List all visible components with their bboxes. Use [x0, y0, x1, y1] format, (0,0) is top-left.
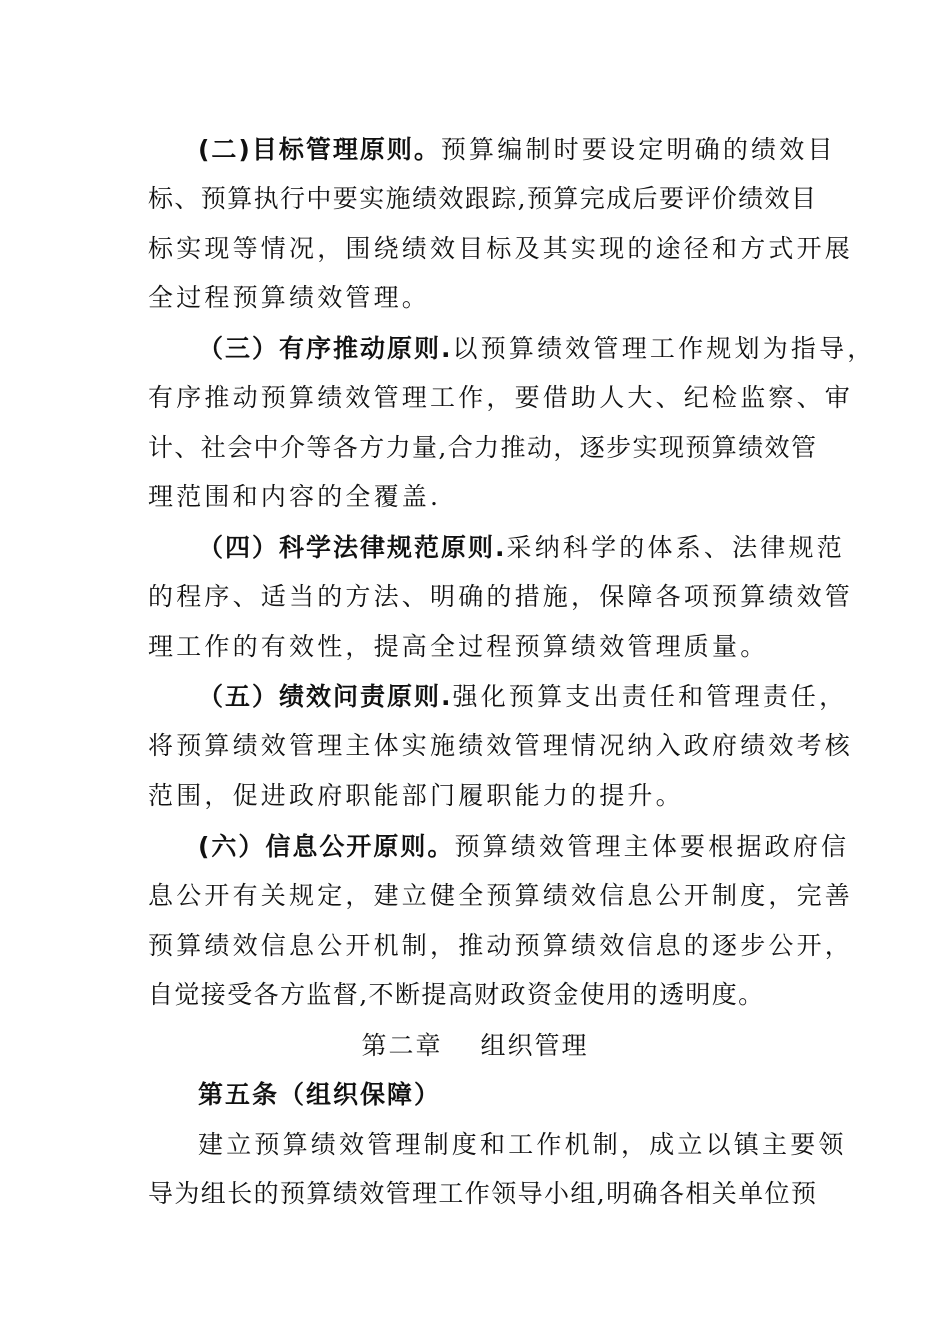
article-line-1: 建立预算绩效管理制度和工作机制，成立以镇主要领 [198, 1130, 847, 1159]
article-heading: 第五条（组织保障） [198, 1080, 442, 1109]
paragraph-4-line-2: 将预算绩效管理主体实施绩效管理情况纳入政府绩效考核 [148, 731, 854, 760]
paragraph-2-line-2: 有序推动预算绩效管理工作，要借助人大、纪检监察、审 [148, 383, 854, 412]
paragraph-1-line-4: 全过程预算绩效管理。 [148, 283, 431, 312]
paragraph-3-line-3: 理工作的有效性，提高全过程预算绩效管理质量。 [148, 632, 769, 661]
paragraph-5-line-2: 息公开有关规定，建立健全预算绩效信息公开制度，完善 [148, 881, 854, 910]
chapter-title: 组织管理 [480, 1031, 589, 1060]
paragraph-1-line-1 [198, 133, 836, 167]
paragraph-3-line-2: 的程序、适当的方法、明确的措施，保障各项预算绩效管 [148, 582, 854, 611]
paragraph-5-text: 预算绩效管理主体要根据政府信 [454, 832, 850, 861]
chapter-number: 第二章 [361, 1031, 443, 1060]
paragraph-1-line-2: 标、预算执行中要实施绩效跟踪,预算完成后要评价绩效目 [148, 184, 818, 213]
paragraph-1-line-3: 标实现等情况，围绕绩效目标及其实现的途径和方式开展 [148, 234, 854, 263]
paragraph-5-line-4: 自觉接受各方监督,不断提高财政资金使用的透明度。 [148, 980, 765, 1009]
paragraph-2-text: 以预算绩效管理工作规划为指导， [452, 334, 876, 363]
paragraph-4-text: 强化预算支出责任和管理责任， [452, 682, 848, 711]
paragraph-1-heading: (二)目标管理原则。 [198, 135, 441, 164]
paragraph-2-heading: （三）有序推动原则. [198, 334, 453, 363]
paragraph-4-line-3: 范围，促进政府职能部门履职能力的提升。 [148, 781, 684, 810]
paragraph-5-line-1 [198, 830, 850, 864]
paragraph-2-line-4: 理范围和内容的全覆盖. [148, 482, 442, 511]
paragraph-2-line-3: 计、社会中介等各方力量,合力推动，逐步实现预算绩效管 [148, 433, 818, 462]
chapter-heading [0, 1029, 950, 1063]
paragraph-2-line-1 [198, 332, 876, 366]
paragraph-5-line-3: 预算绩效信息公开机制，推动预算绩效信息的逐步公开， [148, 931, 854, 960]
paragraph-3-text: 采纳科学的体系、法律规范 [506, 533, 845, 562]
paragraph-5-heading: (六）信息公开原则。 [198, 832, 455, 861]
article-line-2: 导为组长的预算绩效管理工作领导小组,明确各相关单位预 [148, 1179, 818, 1208]
paragraph-3-heading: （四）科学法律规范原则. [198, 533, 507, 562]
paragraph-3-line-1 [198, 531, 845, 565]
paragraph-4-heading: （五）绩效问责原则. [198, 682, 453, 711]
paragraph-1-text: 预算编制时要设定明确的绩效目 [440, 135, 836, 164]
paragraph-4-line-1 [198, 680, 848, 714]
